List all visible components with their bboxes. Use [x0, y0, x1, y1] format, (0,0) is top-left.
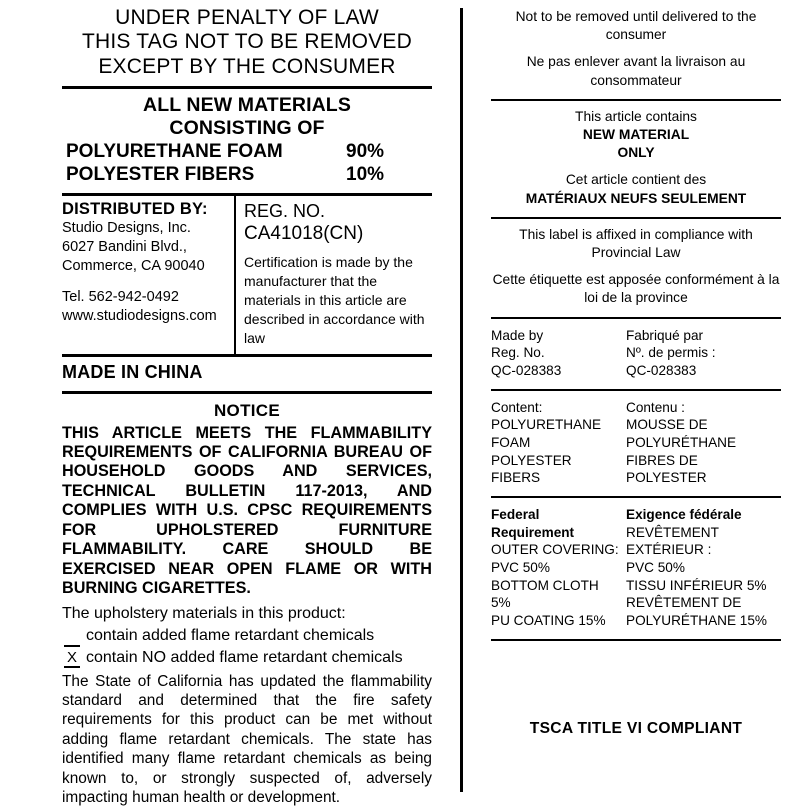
- composition-percent: 10%: [346, 164, 385, 186]
- checkbox-unchecked[interactable]: [64, 628, 80, 647]
- distributor-website[interactable]: www.studiodesigns.com: [62, 308, 217, 325]
- right-divider-3: [491, 317, 781, 319]
- right-divider-6: [491, 639, 781, 641]
- federal-requirement-block: [491, 503, 781, 634]
- contains-fr-line-2: MATÉRIAUX NEUFS SEULEMENT: [525, 190, 747, 206]
- contenu-item: MOUSSE DE POLYURÉTHANE: [626, 417, 737, 450]
- made-by-block: [491, 324, 781, 384]
- english-panel: [62, 6, 432, 807]
- composition-row: [62, 141, 432, 164]
- checkbox-unchecked-label: contain added flame retardant chemicals: [86, 627, 375, 645]
- flame-retardant-option-none[interactable]: [62, 647, 432, 669]
- fabrique-par-label: Fabriqué par: [626, 327, 704, 343]
- federal-requirement-label: Federal Requirement: [491, 507, 575, 540]
- exigence-federale-label: Exigence fédérale: [626, 507, 742, 523]
- compliance-english: This label is affixed in compliance with Provincial Law: [519, 226, 753, 261]
- made-by-english: [491, 327, 626, 380]
- right-divider-4: [491, 389, 781, 391]
- all-new-line-1: ALL NEW MATERIALS: [143, 94, 351, 117]
- distributor-info: [62, 196, 234, 354]
- composition-row: [62, 164, 432, 187]
- made-in-label: MADE IN CHINA: [62, 361, 203, 382]
- distributor-address-line-2: Commerce, CA 90040: [62, 258, 205, 275]
- federal-item: OUTER COVERING:: [491, 542, 619, 558]
- notice-heading: NOTICE: [213, 400, 281, 420]
- tsca-compliance-label: TSCA TITLE VI COMPLIANT: [529, 719, 743, 737]
- contenu-item: FIBRES DE POLYESTER: [626, 452, 707, 486]
- not-removed-french: Ne pas enlever avant la livraison au consommateur: [526, 54, 746, 88]
- federal-english: [491, 506, 626, 630]
- contains-en-line-3: ONLY: [617, 145, 655, 161]
- flame-retardant-option-added[interactable]: [62, 625, 432, 647]
- exigence-item: POLYURÉTHANE 15%: [626, 613, 768, 629]
- contains-fr-line-1: Cet article contient des: [565, 172, 707, 188]
- federal-item: PU COATING 15%: [491, 613, 606, 629]
- content-item: POLYURETHANE FOAM: [491, 417, 602, 450]
- bottom-spacer: [491, 738, 781, 800]
- compliance-french: Cette étiquette est apposée conformément à la loi de la province: [492, 272, 780, 306]
- checkbox-checked-label: contain NO added flame retardant chemicals: [86, 649, 403, 667]
- exigence-item: REVÊTEMENT DE: [626, 595, 742, 611]
- contenu-label: Contenu :: [626, 399, 685, 415]
- distributor-company: Studio Designs, Inc.: [62, 219, 191, 236]
- content-label: Content:: [491, 399, 543, 415]
- content-french: [626, 399, 781, 487]
- made-by-french: [626, 327, 781, 380]
- divider-2: [62, 391, 432, 394]
- composition-material: POLYURETHANE FOAM: [66, 141, 283, 163]
- checkbox-checked[interactable]: X: [64, 650, 80, 668]
- panel-divider: [460, 8, 463, 792]
- federal-french: [626, 506, 781, 630]
- federal-item: PVC 50%: [491, 560, 550, 576]
- state-of-california-paragraph: The State of California has updated the flammability standard and determined that the fire safety requirements for this product can be met without adding flame retardant chemicals. The state has identified many flame retardant chemicals as being known to, or strongly suspected of, adversely impacting human health or development.: [62, 672, 432, 807]
- contains-french: [491, 166, 781, 211]
- reg-no-label: REG. NO.: [244, 200, 326, 221]
- distributor-address-line-1: 6027 Bandini Blvd.,: [62, 239, 187, 256]
- all-new-line-2: CONSISTING OF: [169, 116, 325, 139]
- contains-en-line-1: This article contains: [575, 108, 697, 124]
- notice-body: THIS ARTICLE MEETS THE FLAMMABILITY REQUIREMENTS OF CALIFORNIA BUREAU OF HOUSEHOLD GOODS AND SERVICES, TECHNICAL BULLETIN 117-2013, AND COMPLIES WITH U.S. CPSC REQUIREMENTS FOR UPHOLSTERED FURNITURE FLAMMABILITY. CARE SHOULD BE EXERCISED NEAR OPEN FLAME OR WITH BURNING CIGARETTES.: [62, 423, 432, 598]
- made-by-reg-value: QC-028383: [491, 362, 562, 378]
- penalty-notice: [62, 6, 432, 82]
- certification-text: Certification is made by the manufacturer that the materials in this article are described in accordance with law: [244, 254, 425, 346]
- penalty-line-1: UNDER PENALTY OF LAW: [115, 6, 379, 29]
- penalty-line-3: EXCEPT BY THE CONSUMER: [98, 54, 396, 78]
- composition-material: POLYESTER FIBERS: [66, 164, 255, 186]
- permis-label: Nº. de permis :: [626, 345, 716, 361]
- canadian-panel: [491, 6, 781, 800]
- exigence-item: REVÊTEMENT EXTÉRIEUR :: [626, 524, 719, 558]
- spacer: [62, 277, 228, 288]
- composition-list: [62, 139, 432, 191]
- not-removed-english: Not to be removed until delivered to the consumer: [515, 9, 757, 43]
- content-item: POLYESTER FIBERS: [491, 452, 572, 486]
- right-divider-5: [491, 496, 781, 498]
- content-english: [491, 399, 626, 487]
- composition-percent: 90%: [346, 141, 385, 163]
- right-divider-2: [491, 217, 781, 219]
- upholstery-intro: The upholstery materials in this product:: [62, 605, 346, 623]
- registration-info: [236, 196, 432, 354]
- distributor-phone: Tel. 562-942-0492: [62, 288, 179, 305]
- all-new-materials-heading: [62, 94, 432, 139]
- divider-1: [62, 86, 432, 89]
- made-by-reg-label: Reg. No.: [491, 345, 545, 361]
- federal-item: BOTTOM CLOTH 5%: [491, 577, 599, 611]
- content-block: [491, 396, 781, 491]
- distributed-by-label: DISTRIBUTED BY:: [62, 199, 208, 218]
- contains-english: [491, 106, 781, 167]
- contains-en-line-2: NEW MATERIAL: [582, 127, 690, 143]
- made-by-label: Made by: [491, 327, 544, 343]
- exigence-item: TISSU INFÉRIEUR 5%: [626, 577, 767, 593]
- reg-no-value: CA41018(CN): [244, 223, 364, 245]
- permis-value: QC-028383: [626, 362, 697, 378]
- right-divider-1: [491, 99, 781, 101]
- penalty-line-2: THIS TAG NOT TO BE REMOVED: [82, 30, 412, 54]
- distributor-registration-block: [62, 193, 432, 357]
- exigence-item: PVC 50%: [626, 560, 685, 576]
